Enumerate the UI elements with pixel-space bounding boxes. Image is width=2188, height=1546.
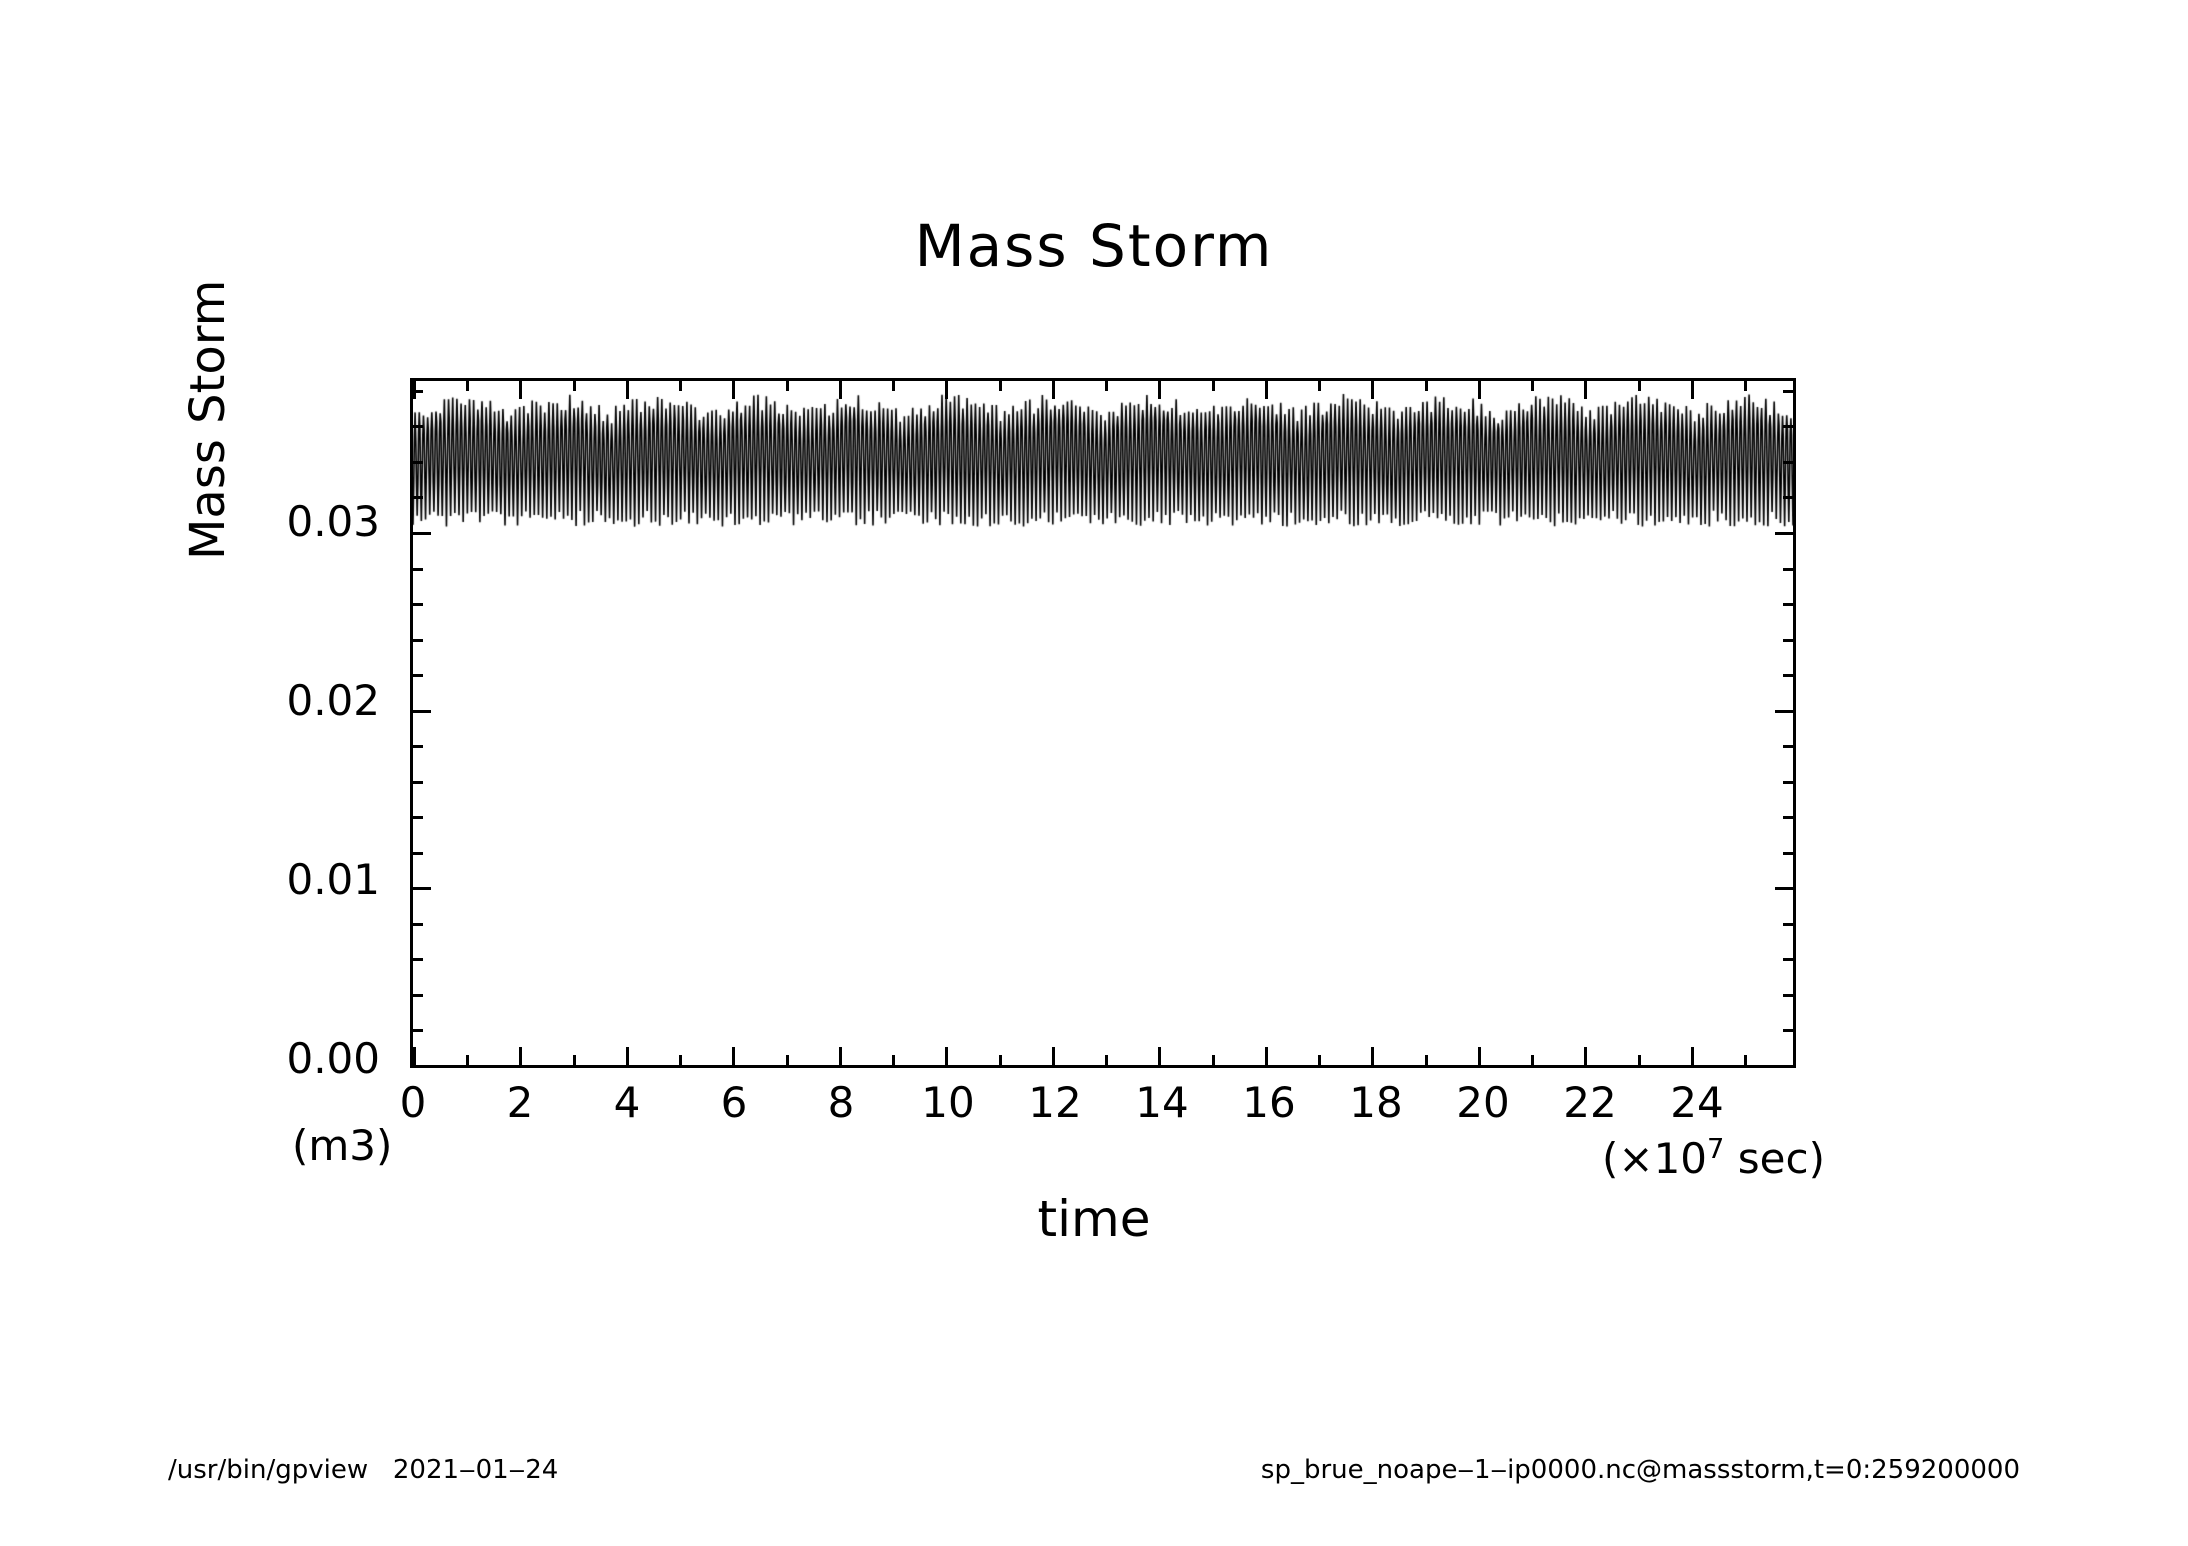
y-tick-mark [1783, 496, 1793, 499]
y-tick-mark [413, 568, 423, 571]
x-tick-mark [1531, 1055, 1534, 1065]
x-tick-mark [1052, 1047, 1055, 1065]
y-tick-mark [1775, 532, 1793, 535]
x-tick-mark [999, 1055, 1002, 1065]
x-tick-mark [945, 381, 948, 399]
x-tick-mark [1638, 381, 1641, 391]
x-tick-mark [1478, 1047, 1481, 1065]
x-tick-mark [1425, 381, 1428, 391]
y-tick-mark [413, 603, 423, 606]
x-tick-mark [786, 1055, 789, 1065]
y-tick-mark [413, 994, 423, 997]
x-tick-mark [732, 1047, 735, 1065]
y-tick-mark [1783, 781, 1793, 784]
x-tick-mark [519, 381, 522, 399]
x-tick-mark [786, 381, 789, 391]
chart-title: Mass Storm [914, 212, 1274, 280]
y-tick-mark [1775, 887, 1793, 890]
x-tick-mark [1158, 381, 1161, 399]
x-tick-mark [1212, 381, 1215, 391]
y-tick-mark [413, 532, 431, 535]
y-tick-mark [413, 887, 431, 890]
x-tick-mark [1371, 381, 1374, 399]
x-tick-label: 0 [399, 1078, 427, 1127]
y-tick-mark [413, 852, 423, 855]
x-units-label: ($\times 10^7$ sec) [1602, 1134, 1825, 1183]
x-tick-label: 8 [827, 1078, 855, 1127]
x-tick-mark [1691, 381, 1694, 399]
y-tick-mark [413, 639, 423, 642]
y-tick-mark [413, 816, 423, 819]
x-tick-mark [519, 1047, 522, 1065]
x-tick-mark [1318, 381, 1321, 391]
x-tick-mark [1265, 1047, 1268, 1065]
x-tick-label: 20 [1456, 1078, 1510, 1127]
x-tick-mark [466, 1055, 469, 1065]
x-tick-mark [1638, 1055, 1641, 1065]
y-tick-mark [1783, 745, 1793, 748]
x-tick-mark [679, 1055, 682, 1065]
x-tick-label: 22 [1563, 1078, 1617, 1127]
x-tick-mark [839, 381, 842, 399]
x-tick-mark [466, 381, 469, 391]
x-axis-title: time [1037, 1190, 1151, 1248]
footer-left-text: /usr/bin/gpview 2021‒01‒24 [168, 1455, 559, 1485]
y-tick-mark [1783, 674, 1793, 677]
y-tick-mark [413, 1065, 431, 1068]
y-tick-mark [1783, 958, 1793, 961]
x-tick-label: 24 [1670, 1078, 1724, 1127]
x-tick-mark [1478, 381, 1481, 399]
y-tick-label: 0.01 [286, 855, 380, 904]
y-units-label: (m3) [292, 1121, 393, 1170]
y-tick-mark [413, 1029, 423, 1032]
x-tick-mark [839, 1047, 842, 1065]
x-tick-label: 12 [1028, 1078, 1082, 1127]
x-tick-label: 10 [921, 1078, 975, 1127]
x-tick-label: 14 [1135, 1078, 1189, 1127]
data-series-massstorm [413, 381, 1793, 1065]
x-tick-mark [626, 1047, 629, 1065]
y-tick-mark [1783, 461, 1793, 464]
y-tick-mark [1783, 425, 1793, 428]
x-tick-mark [413, 1047, 416, 1065]
x-tick-mark [1105, 1055, 1108, 1065]
y-tick-label: 0.02 [286, 676, 380, 725]
y-tick-mark [413, 923, 423, 926]
x-tick-mark [1691, 1047, 1694, 1065]
x-tick-mark [945, 1047, 948, 1065]
x-tick-mark [1318, 1055, 1321, 1065]
x-tick-mark [1531, 381, 1534, 391]
x-tick-mark [1371, 1047, 1374, 1065]
x-tick-mark [1425, 1055, 1428, 1065]
x-tick-mark [679, 381, 682, 391]
y-tick-mark [413, 390, 423, 393]
plot-area [410, 378, 1796, 1068]
x-tick-mark [892, 381, 895, 391]
x-tick-mark [1212, 1055, 1215, 1065]
x-tick-label: 18 [1349, 1078, 1403, 1127]
y-tick-mark [1783, 390, 1793, 393]
y-tick-mark [413, 958, 423, 961]
x-tick-mark [1744, 381, 1747, 391]
y-tick-mark [1783, 852, 1793, 855]
x-tick-mark [732, 381, 735, 399]
x-tick-label: 2 [506, 1078, 534, 1127]
x-tick-label: 4 [613, 1078, 641, 1127]
x-tick-mark [999, 381, 1002, 391]
y-tick-label: 0.00 [286, 1034, 380, 1083]
y-tick-mark [1783, 816, 1793, 819]
x-tick-mark [1052, 381, 1055, 399]
x-tick-label: 6 [720, 1078, 748, 1127]
y-axis-title: Mass Storm [180, 279, 236, 560]
x-tick-mark [1584, 1047, 1587, 1065]
y-tick-mark [1783, 1029, 1793, 1032]
y-tick-mark [413, 710, 431, 713]
y-tick-mark [1775, 710, 1793, 713]
footer-right-text: sp_brue_noape‒1‒ip0000.nc@massstorm,t=0:259200000 [1260, 1455, 2020, 1485]
y-tick-mark [1775, 1065, 1793, 1068]
x-tick-mark [573, 381, 576, 391]
y-tick-mark [1783, 994, 1793, 997]
x-tick-label: 16 [1242, 1078, 1296, 1127]
x-tick-mark [1265, 381, 1268, 399]
x-tick-mark [1584, 381, 1587, 399]
y-tick-mark [413, 781, 423, 784]
x-tick-mark [1105, 381, 1108, 391]
y-tick-mark [413, 745, 423, 748]
x-tick-mark [573, 1055, 576, 1065]
x-tick-mark [1744, 1055, 1747, 1065]
x-tick-mark [626, 381, 629, 399]
y-tick-mark [1783, 568, 1793, 571]
y-tick-mark [1783, 639, 1793, 642]
y-tick-mark [413, 461, 423, 464]
x-tick-mark [1158, 1047, 1161, 1065]
y-tick-label: 0.03 [286, 497, 380, 546]
y-tick-mark [1783, 923, 1793, 926]
y-tick-mark [413, 496, 423, 499]
y-tick-mark [413, 425, 423, 428]
x-tick-mark [892, 1055, 895, 1065]
y-tick-mark [413, 674, 423, 677]
y-tick-mark [1783, 603, 1793, 606]
